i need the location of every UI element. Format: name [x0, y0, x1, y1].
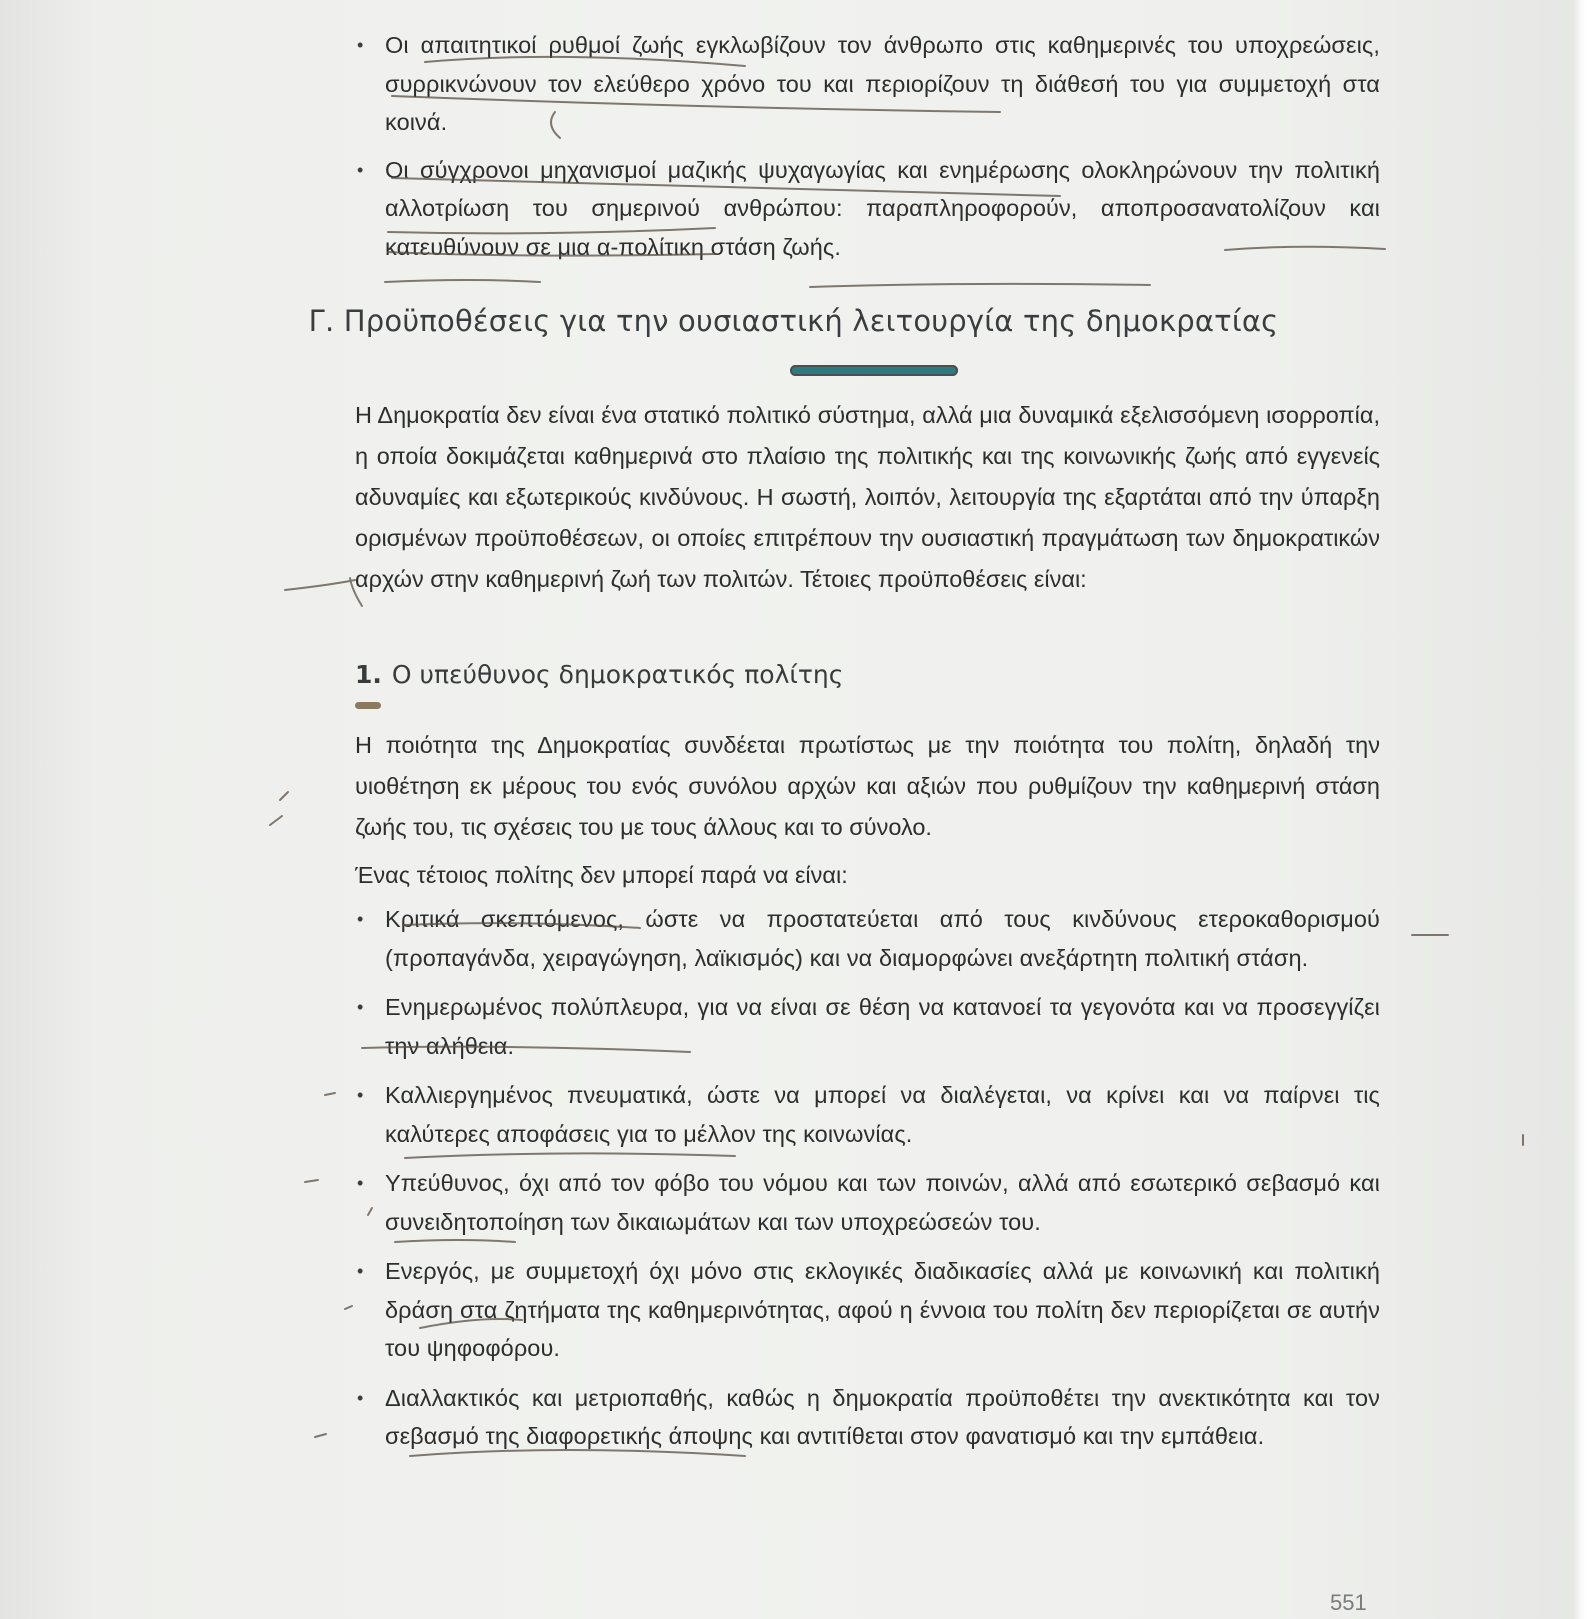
list-item [355, 26, 1380, 142]
subsection-title: Ο υπεύθυνος δημοκρατικός πολίτης [391, 660, 844, 689]
list-item-text: Διαλλακτικός και μετριοπαθής, καθώς η δημοκρατία προϋποθέτει την ανεκτικότητα και τον σεβασμό της διαφορετικής άποψης και αντιτίθεται στον φανατισμό και την εμπάθεια. [385, 1384, 1380, 1449]
pencil-underline [385, 280, 540, 282]
bullet-icon: • [357, 909, 364, 929]
margin-tick [315, 1434, 326, 1437]
quality-paragraph: Η ποιότητα της Δημοκρατίας συνδέεται πρωτίστως με την ποιότητα του πολίτη, δηλαδή την υιοθέτηση εκ μέρους του ενός συνόλου αρχών και αξιών που ρυθμίζουν την καθημερινή στάση ζωής του, τις σχέσεις του με τους άλλους και το σύνολο. [355, 732, 1380, 840]
list-item-text: Ενημερωμένος πολύπλευρα, για να είναι σε θέση να κατανοεί τα γεγονότα και να προσεγγίζει την αλήθεια. [385, 994, 1380, 1059]
margin-tick [270, 816, 282, 825]
list-item [355, 151, 1380, 267]
subsection-heading [355, 660, 843, 689]
bullet-icon: • [357, 35, 364, 55]
list-item-text: Υπεύθυνος, όχι από τον φόβο του νόμου και των ποινών, αλλά από εσωτερικό σεβασμό και συνειδητοποίηση των δικαιωμάτων και των υποχρεώσεών του. [385, 1170, 1380, 1235]
bullet-icon: • [357, 1173, 364, 1193]
bullet-icon: • [357, 1085, 364, 1105]
margin-tick [280, 792, 288, 800]
list-item [355, 900, 1380, 977]
list-item [355, 1076, 1380, 1153]
list-item-text: Κριτικά σκεπτόμενος, ώστε να προστατεύεται από τους κινδύνους ετεροκαθορισμού (προπαγάνδα, χειραγώγηση, λαϊκισμός) και να διαμορφώνει ανεξάρτητη πολιτική στάση. [385, 906, 1380, 971]
list-item [355, 988, 1380, 1065]
list-item [355, 1164, 1380, 1241]
list-item-text: Ενεργός, με συμμετοχή όχι μόνο στις εκλογικές διαδικασίες αλλά με κοινωνική και πολιτική δράση στα ζητήματα της καθημερινότητας, αφού η έννοια του πολίτη δεν περιορίζεται σε αυτήν του ψηφοφόρου. [385, 1258, 1380, 1361]
subsection-number-underline [355, 702, 381, 709]
pencil-underline [810, 284, 1150, 287]
subsection-number: 1. [355, 660, 382, 689]
list-item-text: Οι απαιτητικοί ρυθμοί ζωής εγκλωβίζουν τον άνθρωπο στις καθημερινές του υποχρεώσεις, συρρικνώνουν τον ελεύθερο χρόνο του και περιορίζουν τη διάθεσή του για συμμετοχή στα κοινά. [385, 32, 1380, 135]
list-item-text: Καλλιεργημένος πνευματικά, ώστε να μπορεί να διαλέγεται, να κρίνει και να παίρνει τις καλύτερες αποφάσεις για το μέλλον της κοινωνίας. [385, 1082, 1380, 1147]
page-number: 551 [1330, 1590, 1367, 1615]
bullet-icon: • [357, 997, 364, 1017]
title-underline-bar [790, 365, 958, 376]
top-bullet-list [355, 26, 1380, 275]
list-item [355, 1252, 1380, 1368]
bullet-icon: • [357, 1261, 364, 1281]
list-item [355, 1379, 1380, 1456]
margin-arrow [285, 578, 362, 606]
section-title: Γ. Προϋποθέσεις για την ουσιαστική λειτουργία της δημοκρατίας [308, 304, 1279, 338]
margin-tick [305, 1180, 318, 1182]
margin-tick [345, 1306, 352, 1309]
bullet-icon: • [357, 159, 364, 180]
margin-tick [325, 1093, 335, 1095]
bullet-icon: • [357, 1387, 364, 1408]
intro-paragraph: Η Δημοκρατία δεν είναι ένα στατικό πολιτικό σύστημα, αλλά μια δυναμικά εξελισσόμενη ισορροπία, η οποία δοκιμάζεται καθημερινά στο πλαίσιο της πολιτικής και της κοινωνικής ζωής από εγγενείς αδυναμίες και εξωτερικούς κινδύνους. Η σωστή, λοιπόν, λειτουργία της εξαρτάται από την ύπαρξη ορισμένων προϋποθέσεων, οι οποίες επιτρέπουν την ουσιαστική πραγμάτωση των δημοκρατικών αρχών στην καθημερινή ζωή των πολιτών. Τέτοιες προϋποθέσεις είναι: [355, 402, 1380, 592]
lead-sentence: Ένας τέτοιος πολίτης δεν μπορεί παρά να είναι: [355, 862, 848, 888]
qualities-list [355, 900, 1380, 1467]
list-item-text: Οι σύγχρονοι μηχανισμοί μαζικής ψυχαγωγίας και ενημέρωσης ολοκληρώνουν την πολιτική αλλοτρίωση του σημερινού ανθρώπου: παραπληροφορούν, αποπροσανατολίζουν και κατευθύνουν σε μια α-πολίτικη στάση ζωής. [385, 156, 1380, 260]
page-edge [1573, 0, 1587, 1619]
